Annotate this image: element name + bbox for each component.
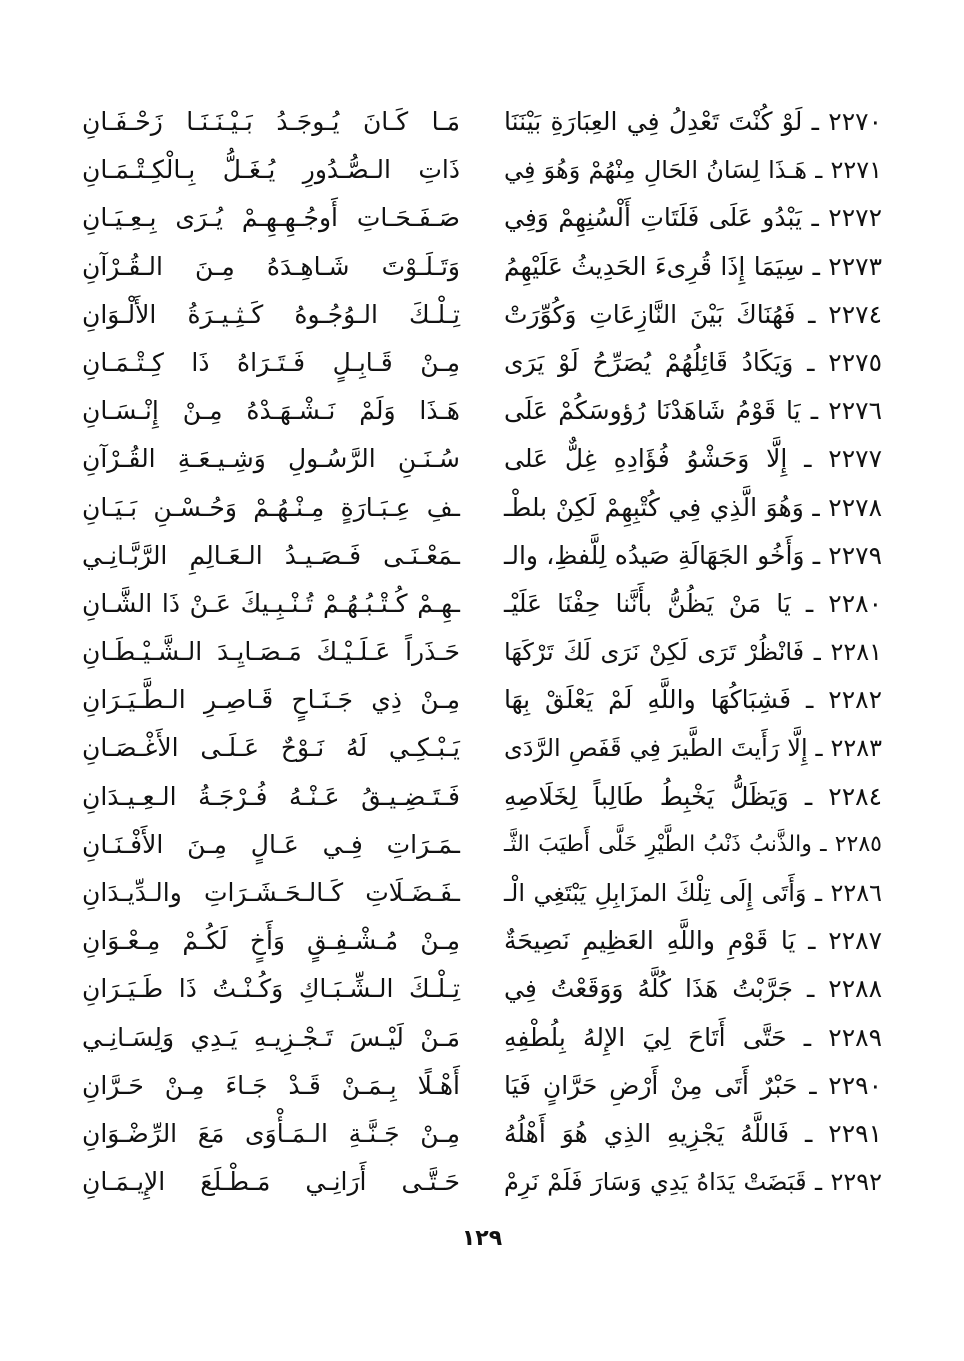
verse-second-hemistich: ـفِ عِـبَـارَةٍ مِـنْـهُـمْ وَحُـسْـنِ بَـيَـانِ <box>82 492 460 522</box>
verse-first-hemistich: ٢٢٨٥ ـ والذَّنبُ ذَنْبُ الطَّيْرِ خَلَّى أَطيَبَ الثَّـ <box>504 831 882 857</box>
verse-second-hemistich: حَـتَّـى أَرَانِـي مَـطْـلَعَ الإِيـمَـانِ <box>82 1167 460 1197</box>
verse-line <box>82 1110 882 1158</box>
verse-second-hemistich: أَهْـلًا بِـمَـنْ قَـدْ جَـاءَ مِـنْ حَـرَّانِ <box>82 1070 460 1100</box>
verse-second-hemistich: تِـلْـكَ الـوُجُـوهُ كَـثِـيـرَةُ الأَلْـوَانِ <box>82 299 460 329</box>
verse-line <box>82 484 882 532</box>
verse-second-hemistich: مِـنْ قَـابِـلٍ فَـتَـرَاهُ ذَا كِـتْـمَـانِ <box>82 347 460 377</box>
verse-second-hemistich: مِـنْ مُـشْـفِـقٍ وَأَخٍ لَكُـمْ مِـعْـوَانِ <box>82 926 460 956</box>
verse-second-hemistich: سُـنَـنِ الرَّسُـولِ وَشِـيـعَـةِ القُـرْآنِ <box>82 444 460 474</box>
verse-line <box>82 243 882 291</box>
verse-line <box>82 1014 882 1062</box>
verse-line <box>82 869 882 917</box>
verse-first-hemistich: ٢٢٩٢ ـ قَبَضَتْ يَدَاهُ يَدِي وَسَارَ فَلَمْ نَرِمْ <box>504 1168 882 1197</box>
verse-first-hemistich: ٢٢٧٧ ـ إِلَّا وَحَشْوُ فُؤَادِهِ غِلٌّ عَلى <box>504 444 882 474</box>
poem-verses <box>82 98 882 1206</box>
verse-second-hemistich: صَـفَـحَـاتِ أَوجُـهِـهِـمْ يُـرَى بِـعِـيَـانِ <box>82 203 460 233</box>
verse-first-hemistich: ٢٢٨٢ ـ فَشِبَاكُهَا واللَّهِ لَمْ يَعْلَقْ بِهَا <box>504 685 882 715</box>
verse-first-hemistich: ٢٢٨٩ ـ حَتَّى أَتَاحَ لِيَ الإِلهُ بِلُطْفِهِ <box>504 1022 882 1052</box>
verse-second-hemistich: هَـذَا وَلَمْ نَـشْـهَـدْهُ مِـنْ إِنْـسَـانِ <box>82 396 460 426</box>
verse-line <box>82 580 882 628</box>
verse-second-hemistich: ـمَعْـنَـى فَـصَـيـدُ الـعَـالِمِ الرَّبَّـانِـي <box>82 540 460 570</box>
verse-second-hemistich: مَـنْ لَيْـسَ تَـجْـزِيـهِ يَـدِي وَلِسَـانِـي <box>82 1022 460 1052</box>
verse-second-hemistich: وَتَـلَـوْتَ شَـاهِـدَهُ مِـنَ الـقُـرْآنِ <box>82 251 460 281</box>
verse-first-hemistich: ٢٢٨٣ ـ إِلَّا رَأَيتَ الطَّيرَ فِي قَفَصِ الرَّدَى <box>504 734 882 763</box>
verse-first-hemistich: ٢٢٧٣ ـ سِيَمَا إِذَا قُرِىءَ الحَدِيثُ عَلَيْهِمُ <box>504 251 882 281</box>
verse-second-hemistich: ـفَـضَـلَاتِ كَـالـحَـشَـرَاتِ والـدِّيـدَانِ <box>82 878 460 907</box>
verse-first-hemistich: ٢٢٨٨ ـ جَرَّبْتُ هَذَا كُلَّهُ وَوَقَعْتُ فِي <box>504 974 882 1004</box>
verse-line <box>82 628 882 676</box>
verse-first-hemistich: ٢٢٧٠ ـ لَوْ كُنْتَ تَعْدِلُ فِي العِبَارَةِ بَيْنَنَا <box>504 107 882 136</box>
verse-first-hemistich: ٢٢٩٠ ـ حَبْرٌ أَتَى مِنْ أَرْضِ حَرَّانٍ فَيَا <box>504 1070 882 1100</box>
verse-first-hemistich: ٢٢٨٤ ـ وَيَظَلُّ يَخْبِطُ طَالِباً لِخَلَاصِهِ <box>504 781 882 811</box>
page-number: ١٢٩ <box>461 1226 503 1251</box>
verse-second-hemistich: حَـذَراً عَـلَـيْـكَ مَـصَـايِـدَ الـشَّـيْـطَـانِ <box>82 637 460 667</box>
verse-first-hemistich: ٢٢٧٢ ـ يَبْدُو عَلَى فَلَتَاتِ أَلْسُنِهِمْ وَفِي <box>504 203 882 233</box>
verse-second-hemistich: مَـا كَـانَ يُـوجَـدُ بَـيْـنَـنَـا زَحْـفَـانِ <box>82 107 460 136</box>
verse-first-hemistich: ٢٢٧٦ ـ يَا قَوْمُ شَاهَدْنَا رُؤوسَكُمْ عَلَى <box>504 396 882 426</box>
verse-second-hemistich: يَـبْـكِـي لَهُ نَـوْحٌ عَـلَـى الأَغْـصَـانِ <box>82 733 460 763</box>
verse-line <box>82 98 882 146</box>
verse-first-hemistich: ٢٢٧٨ ـ وَهُوَ الَّذِي فِي كُتْبِهِمْ لَكِنْ بلطْـ <box>504 492 882 522</box>
verse-first-hemistich: ٢٢٧٥ ـ وَيَكَادُ قَائِلُهُمْ يُصَرِّحُ لَوْ يَرَى <box>504 347 882 377</box>
verse-line <box>82 965 882 1013</box>
verse-line <box>82 339 882 387</box>
verse-second-hemistich: ـهِـمْ كُـتْـبُـهُـمْ تُـنْـبِـيكَ عَـنْ ذَا الشَّـانِ <box>82 588 460 618</box>
verse-line <box>82 146 882 194</box>
verse-second-hemistich: ـمَـرَاتِ فِـي عَـالٍ مِـنَ الأَفْـنَـانِ <box>82 829 460 859</box>
verse-line <box>82 194 882 242</box>
verse-line <box>82 773 882 821</box>
verse-first-hemistich: ٢٢٨٠ ـ يَا مَنْ يَظُنُّ بأَنَّنا حِفْنَا عَلَيْـ <box>504 588 882 618</box>
verse-first-hemistich: ٢٢٧٤ ـ فَهُنَاكَ بَيْنَ النَّازِعَاتِ وَكُوِّرَتْ <box>504 299 882 329</box>
verse-line <box>82 1062 882 1110</box>
verse-first-hemistich: ٢٢٨٧ ـ يَا قَوْمِ واللَّهِ العَظِيمِ نَصِيحَةٌ <box>504 926 882 956</box>
verse-second-hemistich: مِـنْ جَـنَّـةِ الـمَـأْوَى مَعَ الرِّضْـوَانِ <box>82 1118 460 1148</box>
verse-second-hemistich: مِـنْ ذِي جَـنَـاحٍ قَـاصِـرِ الـطَّـيَـرَانِ <box>82 685 460 715</box>
verse-first-hemistich: ٢٢٩١ ـ فَاللَّهُ يَجْزِيهِ الذِي هُوَ أَهْلُهُ <box>504 1118 882 1148</box>
verse-second-hemistich: تِـلْـكَ الـشِّـبَـاكِ وَكُـنْـتُ ذَا طَـيَـرَانِ <box>82 974 460 1004</box>
verse-first-hemistich: ٢٢٨٦ ـ وَأَتَى إِلَى تِلْكَ المزَابِلِ يَبْتَغِي الْـ <box>504 879 882 907</box>
verse-line <box>82 435 882 483</box>
verse-line <box>82 1158 882 1206</box>
verse-line <box>82 724 882 772</box>
verse-line <box>82 917 882 965</box>
verse-line <box>82 532 882 580</box>
verse-first-hemistich: ٢٢٨١ ـ فَانْظُرْ تَرَى لَكِنْ نَرَى لَكَ تَرْكَهَا <box>504 638 882 667</box>
verse-line <box>82 821 882 869</box>
verse-first-hemistich: ٢٢٧١ ـ هَـذَا لِسَانُ الحَالِ مِنْهُمْ وَهُوَ فِي <box>504 156 882 185</box>
verse-line <box>82 291 882 339</box>
verse-first-hemistich: ٢٢٧٩ ـ وَأَخُو الجَهَالَةِ صَيدُه لِلَّفظِ، والـ <box>504 540 882 570</box>
verse-line <box>82 387 882 435</box>
verse-second-hemistich: فَـتَـضِـيـقُ عَـنْـهُ فُـرْجَـةُ الـعِـيـدَانِ <box>82 781 460 811</box>
verse-second-hemistich: ذَاتِ الـصُّـدُورِ يُـغَـلُّ بِـالْكِـتْـمَـانِ <box>82 155 460 185</box>
verse-line <box>82 676 882 724</box>
